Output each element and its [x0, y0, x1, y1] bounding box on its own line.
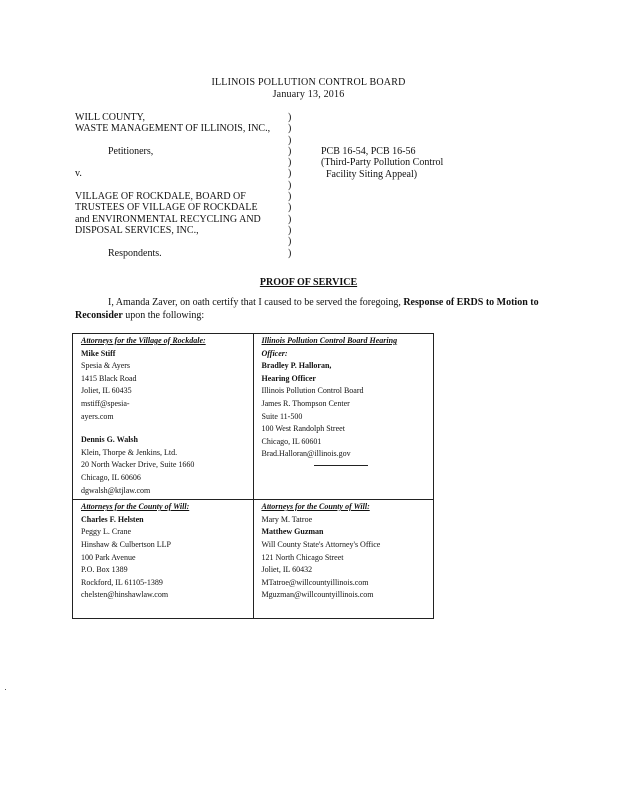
respondent-line: and ENVIRONMENTAL RECYCLING AND: [75, 213, 261, 225]
respondent-line: TRUSTEES OF VILLAGE OF ROCKDALE: [75, 202, 258, 214]
cell-heading: Attorneys for the County of Will:: [261, 502, 370, 512]
petitioners-label: Petitioners,: [108, 145, 154, 157]
service-cell-rockdale: Attorneys for the Village of Rockdale: Mike Stiff Spesia & Ayers 1415 Black Road Joliet, IL 60435 mstiff@spesia- ayers.com Dennis G. Walsh Klein, Thorpe & Jenkins, Ltd. 20 North Wacker Drive, Suite 1660 Chicago, IL 60606 dgwalsh@ktjlaw.com: [73, 334, 254, 500]
attorney-name: Matthew Guzman: [261, 527, 324, 537]
email: dgwalsh@ktjlaw.com: [81, 485, 151, 495]
respondents-label: Respondents.: [108, 247, 162, 259]
agency-title: ILLINOIS POLLUTION CONTROL BOARD: [211, 77, 406, 88]
email: mstiff@spesia-: [81, 398, 130, 408]
service-cell-will-county-sa: Attorneys for the County of Will: Mary M. Tatroe Matthew Guzman Will County State's Attorney's Office 121 North Chicago Street Joliet, IL 60432 MTatroe@willcountyillinois.com Mguzman@willcountyillinois.com: [253, 500, 434, 619]
attorney-name: Mike Stiff: [81, 348, 116, 358]
caption-parentheses: ) ) ) ) ) ) ) ) ) ) ) ) ): [288, 112, 292, 259]
divider: [314, 465, 368, 466]
attorney-name: Dennis G. Walsh: [81, 435, 138, 445]
service-cell-will-county: Attorneys for the County of Will: Charles F. Helsten Peggy L. Crane Hinshaw & Culbertson LLP 100 Park Avenue P.O. Box 1389 Rockford, IL 61105-1389 chelsten@hinshawlaw.com: [73, 500, 254, 619]
email: Brad.Halloran@illinois.gov: [261, 449, 351, 459]
cell-heading: Attorneys for the County of Will:: [81, 502, 190, 512]
respondent-line: DISPOSAL SERVICES, INC.,: [75, 224, 199, 236]
cell-heading: Illinois Pollution Control Board Hearing: [261, 336, 398, 345]
case-numbers: PCB 16-54, PCB 16-56: [321, 146, 416, 157]
email: chelsten@hinshawlaw.com: [81, 590, 169, 600]
filing-name: Response of ERDS to Motion to Reconsider: [75, 297, 539, 321]
case-type: Facility Siting Appeal): [326, 168, 418, 180]
petitioner-line: WILL COUNTY,: [75, 112, 145, 123]
document-date: January 13, 2016: [272, 89, 345, 100]
attorney-name: Charles F. Helsten: [81, 514, 144, 524]
email: Mguzman@willcountyillinois.com: [261, 590, 374, 600]
respondent-line: VILLAGE OF ROCKDALE, BOARD OF: [75, 191, 246, 203]
case-caption: [75, 112, 270, 259]
hearing-officer-name: Bradley P. Halloran,: [261, 361, 332, 371]
versus-label: v.: [75, 168, 82, 180]
attorney-name: Mary M. Tatroe: [261, 514, 313, 524]
proof-intro: I, Amanda Zaver, on oath certify that I caused to be served the foregoing, Response of ERDS to Motion to Reconsider upon the following:: [75, 297, 539, 321]
service-list-table: [72, 333, 434, 619]
case-info: [321, 146, 443, 180]
email: MTatroe@willcountyillinois.com: [261, 577, 369, 587]
scan-speck: [5, 689, 6, 690]
case-type: (Third-Party Pollution Control: [321, 157, 444, 169]
service-cell-hearing-officer: Illinois Pollution Control Board Hearing Officer: Bradley P. Halloran, Hearing Officer Illinois Pollution Control Board James R. Thompson Center Suite 11-500 100 West Randolph Street Chicago, IL 60601 Brad.Halloran@illinois.gov: [253, 334, 434, 500]
cell-heading: Attorneys for the Village of Rockdale:: [81, 336, 206, 345]
proof-of-service-title: PROOF OF SERVICE: [259, 277, 358, 288]
petitioner-line: WASTE MANAGEMENT OF ILLINOIS, INC.,: [75, 123, 271, 135]
